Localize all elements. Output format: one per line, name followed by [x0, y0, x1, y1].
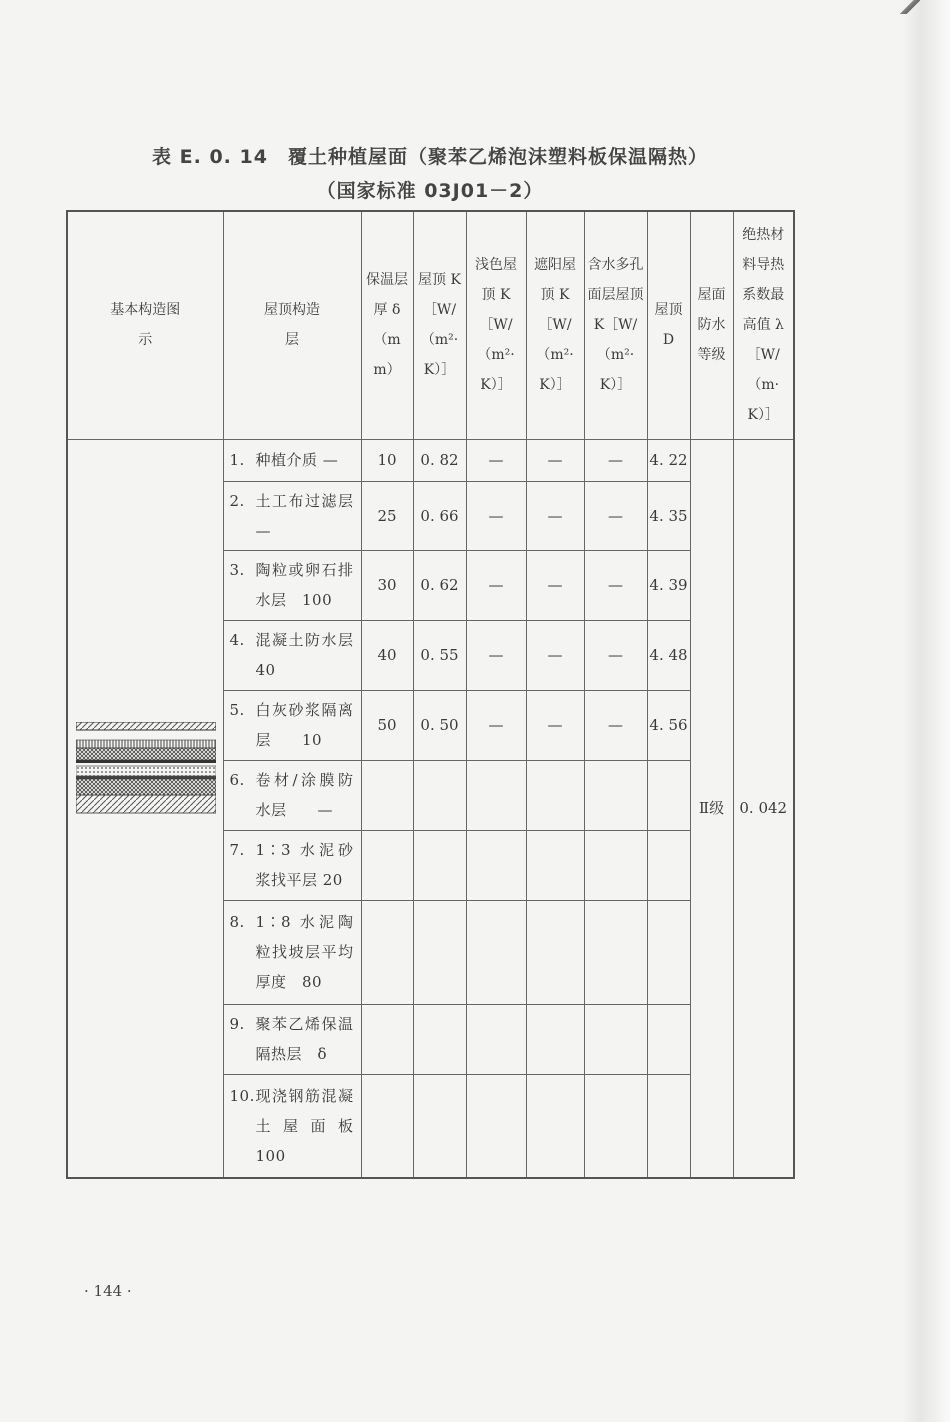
lambda-value: 0. 042 — [733, 439, 794, 1178]
corner-mark — [900, 0, 920, 14]
layer-7: 7. 1∶3 水泥砂浆找平层 20 — [223, 830, 361, 900]
header-row — [67, 211, 794, 439]
layer-9: 9. 聚苯乙烯保温隔热层 δ — [223, 1004, 361, 1074]
k-value: 0. 66 — [413, 481, 466, 550]
header-diagram: 基本构造图示 — [67, 211, 223, 439]
layer-6: 6. 卷材/涂膜防水层 — — [223, 760, 361, 830]
layer-8: 8. 1∶8 水泥陶粒找坡层平均厚度 80 — [223, 900, 361, 1004]
d-value: 4. 56 — [647, 690, 690, 760]
d-value: 4. 39 — [647, 550, 690, 620]
header-k-porous: 含水多孔面层屋顶 K［W/（m²·K）］ — [584, 211, 647, 439]
table-row — [67, 439, 794, 481]
k-shade-value: — — [526, 620, 584, 690]
k-shade-value: — — [526, 439, 584, 481]
thickness-value: 10 — [361, 439, 413, 481]
table-title: 表 E. 0. 14 覆土种植屋面（聚苯乙烯泡沫塑料板保温隔热） — [152, 146, 708, 168]
header-thickness: 保温层厚 δ（mm） — [361, 211, 413, 439]
page-number: · 144 · — [84, 1282, 132, 1300]
header-k: 屋顶 K［W/（m²·K）］ — [413, 211, 466, 439]
header-waterproof: 屋面防水等级 — [690, 211, 733, 439]
waterproof-grade: Ⅱ级 — [690, 439, 733, 1178]
k-shade-value: — — [526, 690, 584, 760]
k-light-value: — — [466, 690, 526, 760]
spec-table — [66, 210, 795, 1179]
d-value: 4. 22 — [647, 439, 690, 481]
header-k-light: 浅色屋顶 K［W/（m²·K）］ — [466, 211, 526, 439]
k-shade-value: — — [526, 481, 584, 550]
header-d: 屋顶 D — [647, 211, 690, 439]
thickness-value: 25 — [361, 481, 413, 550]
page-edge-shadow — [902, 0, 950, 1422]
k-light-value: — — [466, 481, 526, 550]
construction-diagram — [76, 722, 216, 882]
layer-1: 1. 种植介质 — — [223, 439, 361, 481]
construction-diagram-cell — [67, 439, 223, 1178]
thickness-value: 30 — [361, 550, 413, 620]
k-value: 0. 82 — [413, 439, 466, 481]
k-value: 0. 55 — [413, 620, 466, 690]
header-lambda: 绝热材料导热系数最高值 λ［W/（m·K）］ — [733, 211, 794, 439]
layer-5: 5. 白灰砂浆隔离层 10 — [223, 690, 361, 760]
k-light-value: — — [466, 439, 526, 481]
layer-4: 4. 混凝土防水层 40 — [223, 620, 361, 690]
k-value: 0. 62 — [413, 550, 466, 620]
thickness-value: 40 — [361, 620, 413, 690]
k-porous-value: — — [584, 439, 647, 481]
thickness-value: 50 — [361, 690, 413, 760]
d-value: 4. 48 — [647, 620, 690, 690]
k-light-value: — — [466, 620, 526, 690]
layer-10: 10.现浇钢筋混凝土屋面板 100 — [223, 1074, 361, 1178]
k-porous-value: — — [584, 550, 647, 620]
d-value: 4. 35 — [647, 481, 690, 550]
k-light-value: — — [466, 550, 526, 620]
k-value: 0. 50 — [413, 690, 466, 760]
table-subtitle: （国家标准 03J01－2） — [316, 180, 544, 202]
layer-3: 3. 陶粒或卵石排水层 100 — [223, 550, 361, 620]
k-porous-value: — — [584, 690, 647, 760]
k-porous-value: — — [584, 481, 647, 550]
k-shade-value: — — [526, 550, 584, 620]
layer-2: 2. 土工布过滤层 — — [223, 481, 361, 550]
header-k-shade: 遮阳屋顶 K［W/（m²·K）］ — [526, 211, 584, 439]
k-porous-value: — — [584, 620, 647, 690]
header-layers: 屋顶构造层 — [223, 211, 361, 439]
